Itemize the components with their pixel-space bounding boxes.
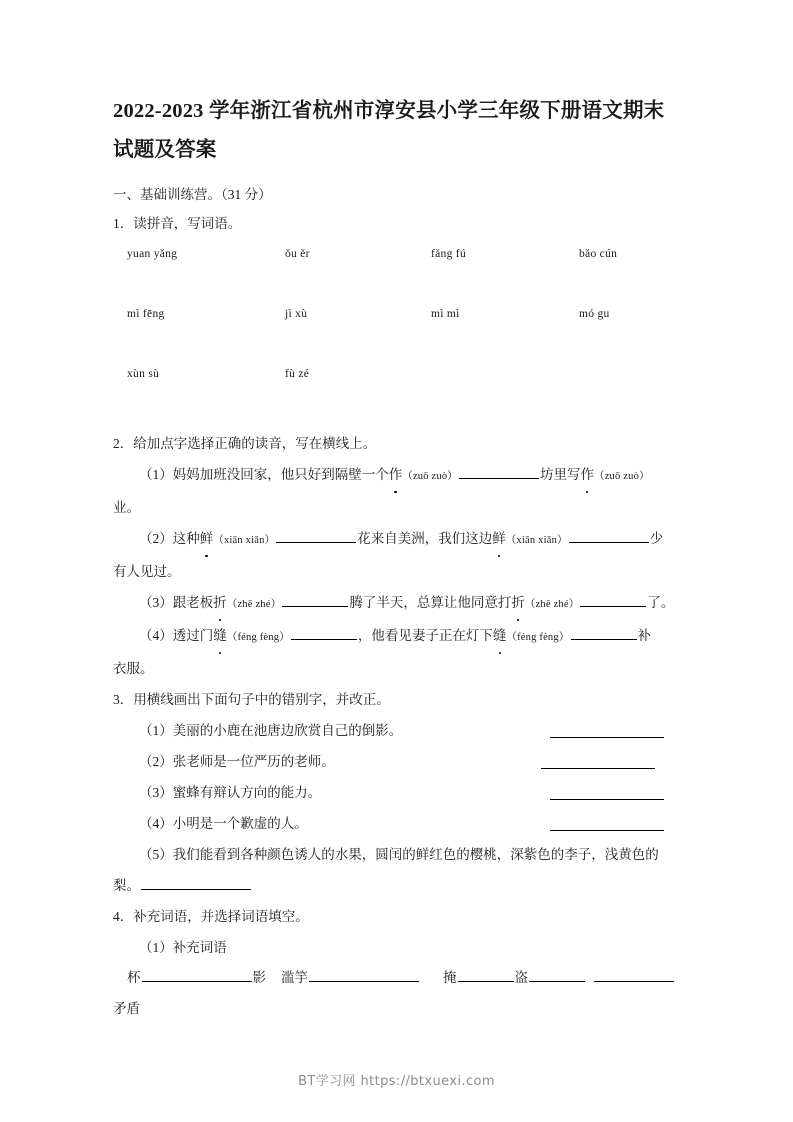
pinyin-cell: ǒu ěr <box>285 248 310 260</box>
item-marker: （3） <box>139 785 173 800</box>
pinyin-choice: （xiān xiǎn） <box>213 535 276 546</box>
dotted-char: 折 <box>511 587 525 618</box>
item-text: 花来自美洲，我们这边 <box>357 531 493 546</box>
question-2-item <box>113 620 683 653</box>
item-text: 补 <box>637 628 652 643</box>
idiom-prefix: 滥竽 <box>281 970 308 985</box>
answer-blank[interactable] <box>458 969 514 982</box>
item-text: 腾了半天，总算让他同意打 <box>349 595 512 610</box>
pinyin-choice: （zuō zuò） <box>594 471 650 482</box>
answer-blank[interactable] <box>276 530 356 543</box>
item-text: 跟老板 <box>172 595 214 610</box>
answer-blank[interactable] <box>550 737 664 738</box>
item-text: 这种 <box>172 531 200 546</box>
idiom-prefix: 杯 <box>127 970 141 985</box>
question-3-item <box>113 808 683 839</box>
answer-blank[interactable] <box>529 969 585 982</box>
answer-blank[interactable] <box>550 830 664 831</box>
answer-blank[interactable] <box>541 768 655 769</box>
pinyin-cell: mì fēng <box>127 308 165 320</box>
idiom-prefix: 掩 <box>443 970 457 985</box>
pinyin-cell: yuan yǎng <box>127 248 178 260</box>
answer-blank[interactable] <box>569 530 649 543</box>
document-body <box>113 92 683 1024</box>
question-3-label: 3．用横线画出下面句子中的错别字，并改正。 <box>113 692 390 707</box>
item-marker: （1） <box>139 467 173 482</box>
item-text: 我们能看到各种颜色诱人的水果，圆闰的鲜红色的樱桃，深紫色的李子，浅黄色的 <box>172 847 659 862</box>
question-3-item <box>113 746 683 777</box>
dotted-char: 缝 <box>493 620 507 651</box>
answer-blank[interactable] <box>141 877 251 890</box>
item-text: 梨。 <box>113 878 140 893</box>
question-3-item <box>113 777 683 808</box>
pinyin-choice: （féng fèng） <box>506 632 570 643</box>
dotted-char: 缝 <box>213 620 227 651</box>
question-4-label: 4．补充词语，并选择词语填空。 <box>113 909 309 924</box>
question-3-item <box>113 839 683 870</box>
answer-blank[interactable] <box>571 627 637 640</box>
item-text: 蜜蜂有辩认方向的能力。 <box>172 785 322 800</box>
item-marker: （4） <box>139 628 173 643</box>
question-2-item-tail: 衣服。 <box>113 661 154 676</box>
answer-blank[interactable] <box>309 969 419 982</box>
question-2-item <box>113 587 683 620</box>
pinyin-cell: jì xù <box>285 308 308 320</box>
pinyin-cell: fù zé <box>285 368 310 380</box>
site-footer: BT学习网 https://btxuexi.com <box>298 1074 495 1089</box>
question-3-item-tail <box>113 870 683 901</box>
dotted-char: 作 <box>581 459 595 490</box>
item-text: 坊里写 <box>540 467 581 482</box>
pinyin-choice: （zhē zhé） <box>524 599 580 610</box>
pinyin-cell: mì mì <box>431 308 460 320</box>
dotted-char: 鲜 <box>492 523 506 554</box>
pinyin-choice: （féng fèng） <box>226 632 290 643</box>
idiom-tail: 矛盾 <box>113 1001 140 1016</box>
answer-blank[interactable] <box>291 627 357 640</box>
item-marker: （1） <box>139 723 173 738</box>
item-text: 张老师是一位严历的老师。 <box>172 754 335 769</box>
idiom-fill-row <box>113 963 683 993</box>
pinyin-choice: （zuō zuò） <box>402 471 458 482</box>
idiom-blank-group <box>127 963 266 993</box>
pinyin-cell: mó gu <box>579 308 610 320</box>
item-marker: （2） <box>139 754 173 769</box>
question-2-label: 2．给加点字选择正确的读音，写在横线上。 <box>113 436 377 451</box>
pinyin-cell: xùn sù <box>127 368 160 380</box>
item-text: 美丽的小鹿在池唐边欣赏自己的倒影。 <box>172 723 403 738</box>
idiom-blank-group <box>443 963 586 993</box>
idiom-suffix: 影 <box>252 970 266 985</box>
question-3-item <box>113 715 683 746</box>
pinyin-choice: （xiān xiǎn） <box>505 535 568 546</box>
dotted-char: 折 <box>213 587 227 618</box>
pinyin-cell: bǎo cún <box>579 248 618 260</box>
item-text: 了。 <box>647 595 675 610</box>
question-2-item-tail: 业。 <box>113 500 140 515</box>
question-1-label: 1．读拼音，写词语。 <box>113 216 242 231</box>
pinyin-choice: （zhē zhé） <box>226 599 282 610</box>
page-title: 2022-2023 学年浙江省杭州市淳安县小学三年级下册语文期末试题及答案 <box>113 100 665 161</box>
item-text: 妈妈加班没回家，他只好到隔壁一个 <box>172 467 389 482</box>
section-heading: 一、基础训练营。（31 分） <box>113 187 272 202</box>
dotted-char: 鲜 <box>200 523 214 554</box>
item-marker: （5） <box>139 847 173 862</box>
question-2-item <box>113 459 683 492</box>
answer-blank[interactable] <box>142 969 252 982</box>
question-2-item-tail: 有人见过。 <box>113 564 181 579</box>
item-marker: （2） <box>139 531 173 546</box>
answer-blank[interactable] <box>580 594 646 607</box>
item-text: ，他看见妻子正在灯下 <box>357 628 493 643</box>
answer-blank[interactable] <box>282 594 348 607</box>
pinyin-cell: fǎng fú <box>431 248 466 260</box>
pinyin-row <box>113 368 683 428</box>
pinyin-row <box>113 308 683 368</box>
item-text: 小明是一个歉虚的人。 <box>172 816 308 831</box>
answer-blank[interactable] <box>550 799 664 800</box>
idiom-blank-group <box>281 963 420 993</box>
idiom-blank-group <box>593 963 675 993</box>
idiom-middle: 盗 <box>514 970 528 985</box>
item-text: 少 <box>649 531 664 546</box>
pinyin-row <box>113 248 683 308</box>
answer-blank[interactable] <box>459 466 539 479</box>
question-2-item <box>113 523 683 556</box>
pinyin-grid <box>113 248 683 428</box>
answer-blank[interactable] <box>594 969 674 982</box>
item-marker: （3） <box>139 595 173 610</box>
dotted-char: 作 <box>389 459 403 490</box>
item-text: 透过门 <box>172 628 214 643</box>
question-4-sub-label: （1）补充词语 <box>139 940 227 955</box>
item-marker: （4） <box>139 816 173 831</box>
